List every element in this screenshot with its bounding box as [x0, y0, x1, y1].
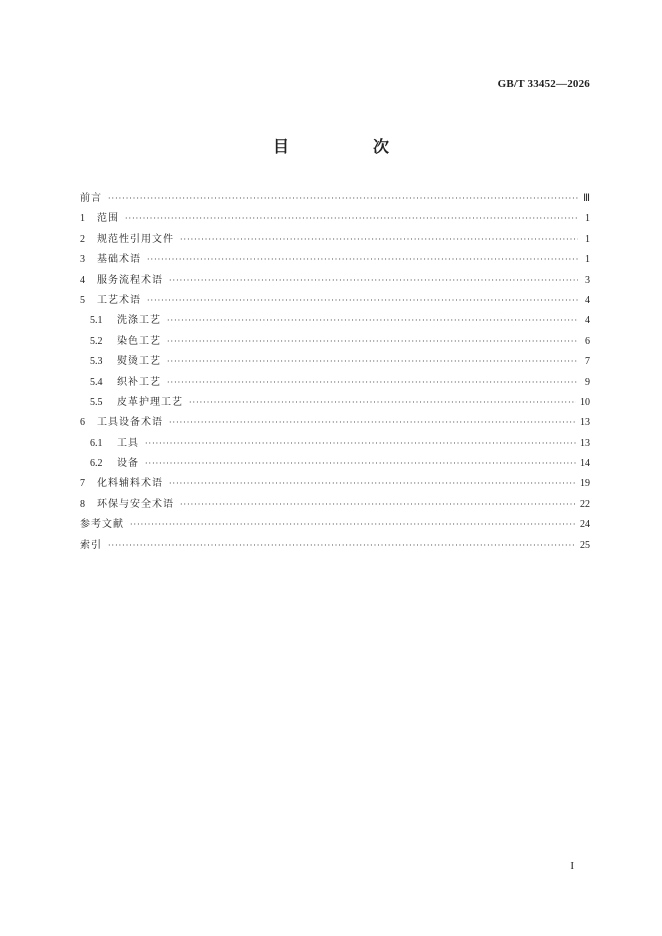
toc-entry-ironing-process[interactable] — [80, 352, 590, 372]
toc-page-number: 6 — [585, 335, 590, 347]
dot-leader — [180, 495, 576, 515]
dot-leader — [167, 352, 578, 372]
toc-page-number: 9 — [585, 376, 590, 388]
toc-section-number: 6.1 — [90, 437, 103, 449]
toc-section-number: 5.3 — [90, 356, 103, 368]
page-number: I — [570, 860, 574, 872]
toc-section-number: 3 — [80, 254, 85, 266]
toc-entry-leather-care-process[interactable] — [80, 393, 590, 413]
toc-entry-label: 设备 — [117, 458, 139, 470]
page-title: 目 次 — [272, 137, 423, 156]
toc-entry-label: 范围 — [97, 213, 119, 225]
toc-section-number: 5.5 — [90, 396, 103, 408]
toc-entry-label: 工具 — [117, 437, 139, 449]
toc-section-number: 6 — [80, 417, 85, 429]
toc-page-number: 4 — [585, 294, 590, 306]
dot-leader — [147, 291, 578, 311]
toc-entry-label: 工具设备术语 — [97, 417, 163, 429]
toc-section-number: 4 — [80, 274, 85, 286]
toc-entry-process-terms[interactable] — [80, 291, 590, 311]
dot-leader — [108, 189, 578, 209]
table-of-contents — [80, 189, 590, 556]
toc-page-number: 3 — [585, 274, 590, 286]
dot-leader — [167, 311, 578, 331]
dot-leader — [145, 454, 576, 474]
toc-entry-label: 规范性引用文件 — [97, 233, 174, 245]
toc-section-number: 5.1 — [90, 315, 103, 327]
dot-leader — [147, 250, 578, 270]
dot-leader — [167, 332, 578, 352]
toc-entry-label: 织补工艺 — [117, 376, 161, 388]
toc-entry-label: 参考文献 — [80, 519, 124, 531]
toc-page-number: 1 — [585, 233, 590, 245]
toc-entry-basic-terms[interactable] — [80, 250, 590, 270]
toc-entry-foreword[interactable] — [80, 189, 590, 209]
toc-page-number: 24 — [580, 519, 590, 531]
toc-entry-label: 洗涤工艺 — [117, 315, 161, 327]
toc-entry-normative-references[interactable] — [80, 230, 590, 250]
toc-entry-label: 皮革护理工艺 — [117, 396, 183, 408]
toc-section-number: 6.2 — [90, 458, 103, 470]
toc-entry-index[interactable] — [80, 536, 590, 556]
toc-entry-label: 索引 — [80, 539, 102, 551]
toc-page-number: 13 — [580, 417, 590, 429]
toc-entry-label: 前言 — [80, 193, 102, 204]
toc-entry-darning-process[interactable] — [80, 373, 590, 393]
toc-entry-label: 工艺术语 — [97, 294, 141, 306]
toc-page-number: 25 — [580, 539, 590, 551]
dot-leader — [130, 515, 576, 535]
toc-page-number: 7 — [585, 356, 590, 368]
toc-page-number: 10 — [580, 396, 590, 408]
toc-section-number: 5 — [80, 294, 85, 306]
dot-leader — [108, 536, 576, 556]
toc-entry-bibliography[interactable] — [80, 515, 590, 535]
toc-entry-label: 环保与安全术语 — [97, 498, 174, 510]
dot-leader — [189, 393, 576, 413]
dot-leader — [125, 209, 578, 229]
toc-page-number: 19 — [580, 478, 590, 490]
dot-leader — [167, 373, 578, 393]
toc-section-number: 7 — [80, 478, 85, 490]
toc-entry-label: 服务流程术语 — [97, 274, 163, 286]
toc-section-number: 8 — [80, 498, 85, 510]
toc-entry-label: 化料辅料术语 — [97, 478, 163, 490]
toc-entry-washing-process[interactable] — [80, 311, 590, 331]
toc-entry-equipment[interactable] — [80, 454, 590, 474]
toc-page-number: 22 — [580, 498, 590, 510]
toc-entry-tools[interactable] — [80, 434, 590, 454]
toc-entry-environment-safety-terms[interactable] — [80, 495, 590, 515]
toc-page-number: 14 — [580, 458, 590, 470]
toc-entry-dyeing-process[interactable] — [80, 332, 590, 352]
dot-leader — [169, 271, 578, 291]
toc-entry-service-process-terms[interactable] — [80, 271, 590, 291]
toc-section-number: 5.2 — [90, 335, 103, 347]
dot-leader — [169, 474, 576, 494]
toc-entry-label: 基础术语 — [97, 254, 141, 266]
toc-section-number: 5.4 — [90, 376, 103, 388]
toc-entry-chemicals-auxiliaries-terms[interactable] — [80, 474, 590, 494]
toc-page-number: Ⅲ — [583, 193, 590, 204]
toc-page-number: 13 — [580, 437, 590, 449]
dot-leader — [169, 413, 576, 433]
toc-entry-label: 熨烫工艺 — [117, 356, 161, 368]
toc-entry-tools-equipment-terms[interactable] — [80, 413, 590, 433]
dot-leader — [145, 434, 576, 454]
toc-section-number: 2 — [80, 233, 85, 245]
toc-entry-label: 染色工艺 — [117, 335, 161, 347]
toc-entry-scope[interactable] — [80, 209, 590, 229]
toc-page-number: 1 — [585, 254, 590, 266]
toc-page-number: 4 — [585, 315, 590, 327]
toc-section-number: 1 — [80, 213, 85, 225]
dot-leader — [180, 230, 578, 250]
standard-number: GB/T 33452—2026 — [497, 78, 590, 90]
toc-page-number: 1 — [585, 213, 590, 225]
